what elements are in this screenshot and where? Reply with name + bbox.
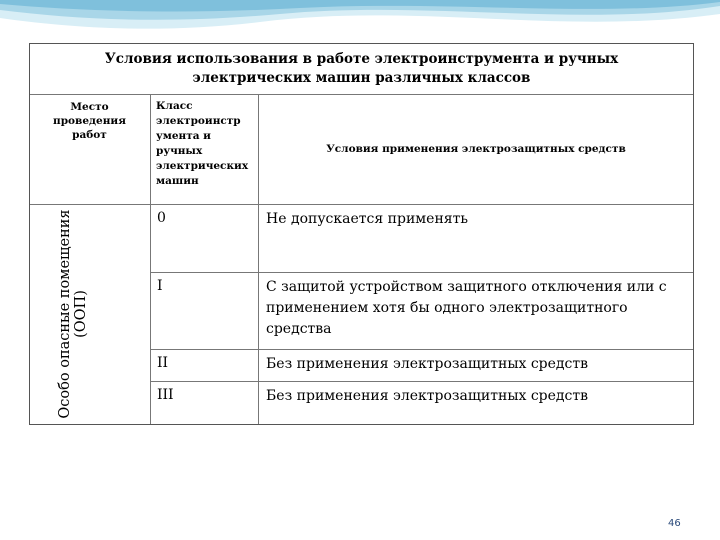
condition-cell: С защитой устройством защитного отключения или с применением хотя бы одного электрозащитного средства <box>266 279 667 337</box>
condition-cell: Без применения электрозащитных средств <box>266 356 588 372</box>
condition-cell: Не допускается применять <box>266 211 468 227</box>
place-group-label: Особо опасные помещения (ООП) <box>57 209 89 419</box>
header-place: Место проведения работ <box>53 101 126 141</box>
condition-cell: Без применения электрозащитных средств <box>266 388 588 404</box>
place-group-cell <box>30 204 150 424</box>
header-conditions: Условия применения электрозащитных средств <box>326 143 626 155</box>
class-cell: III <box>157 387 174 403</box>
table-title: Условия использования в работе электроинструмента и ручных электрических машин различных классов <box>104 51 619 86</box>
class-cell: II <box>157 355 169 371</box>
page-number: 46 <box>668 518 681 529</box>
class-cell: I <box>157 278 163 294</box>
conditions-table <box>29 43 694 425</box>
class-cell: 0 <box>157 210 166 226</box>
header-class: Класс электроинстр умента и ручных электрических машин <box>156 100 249 187</box>
